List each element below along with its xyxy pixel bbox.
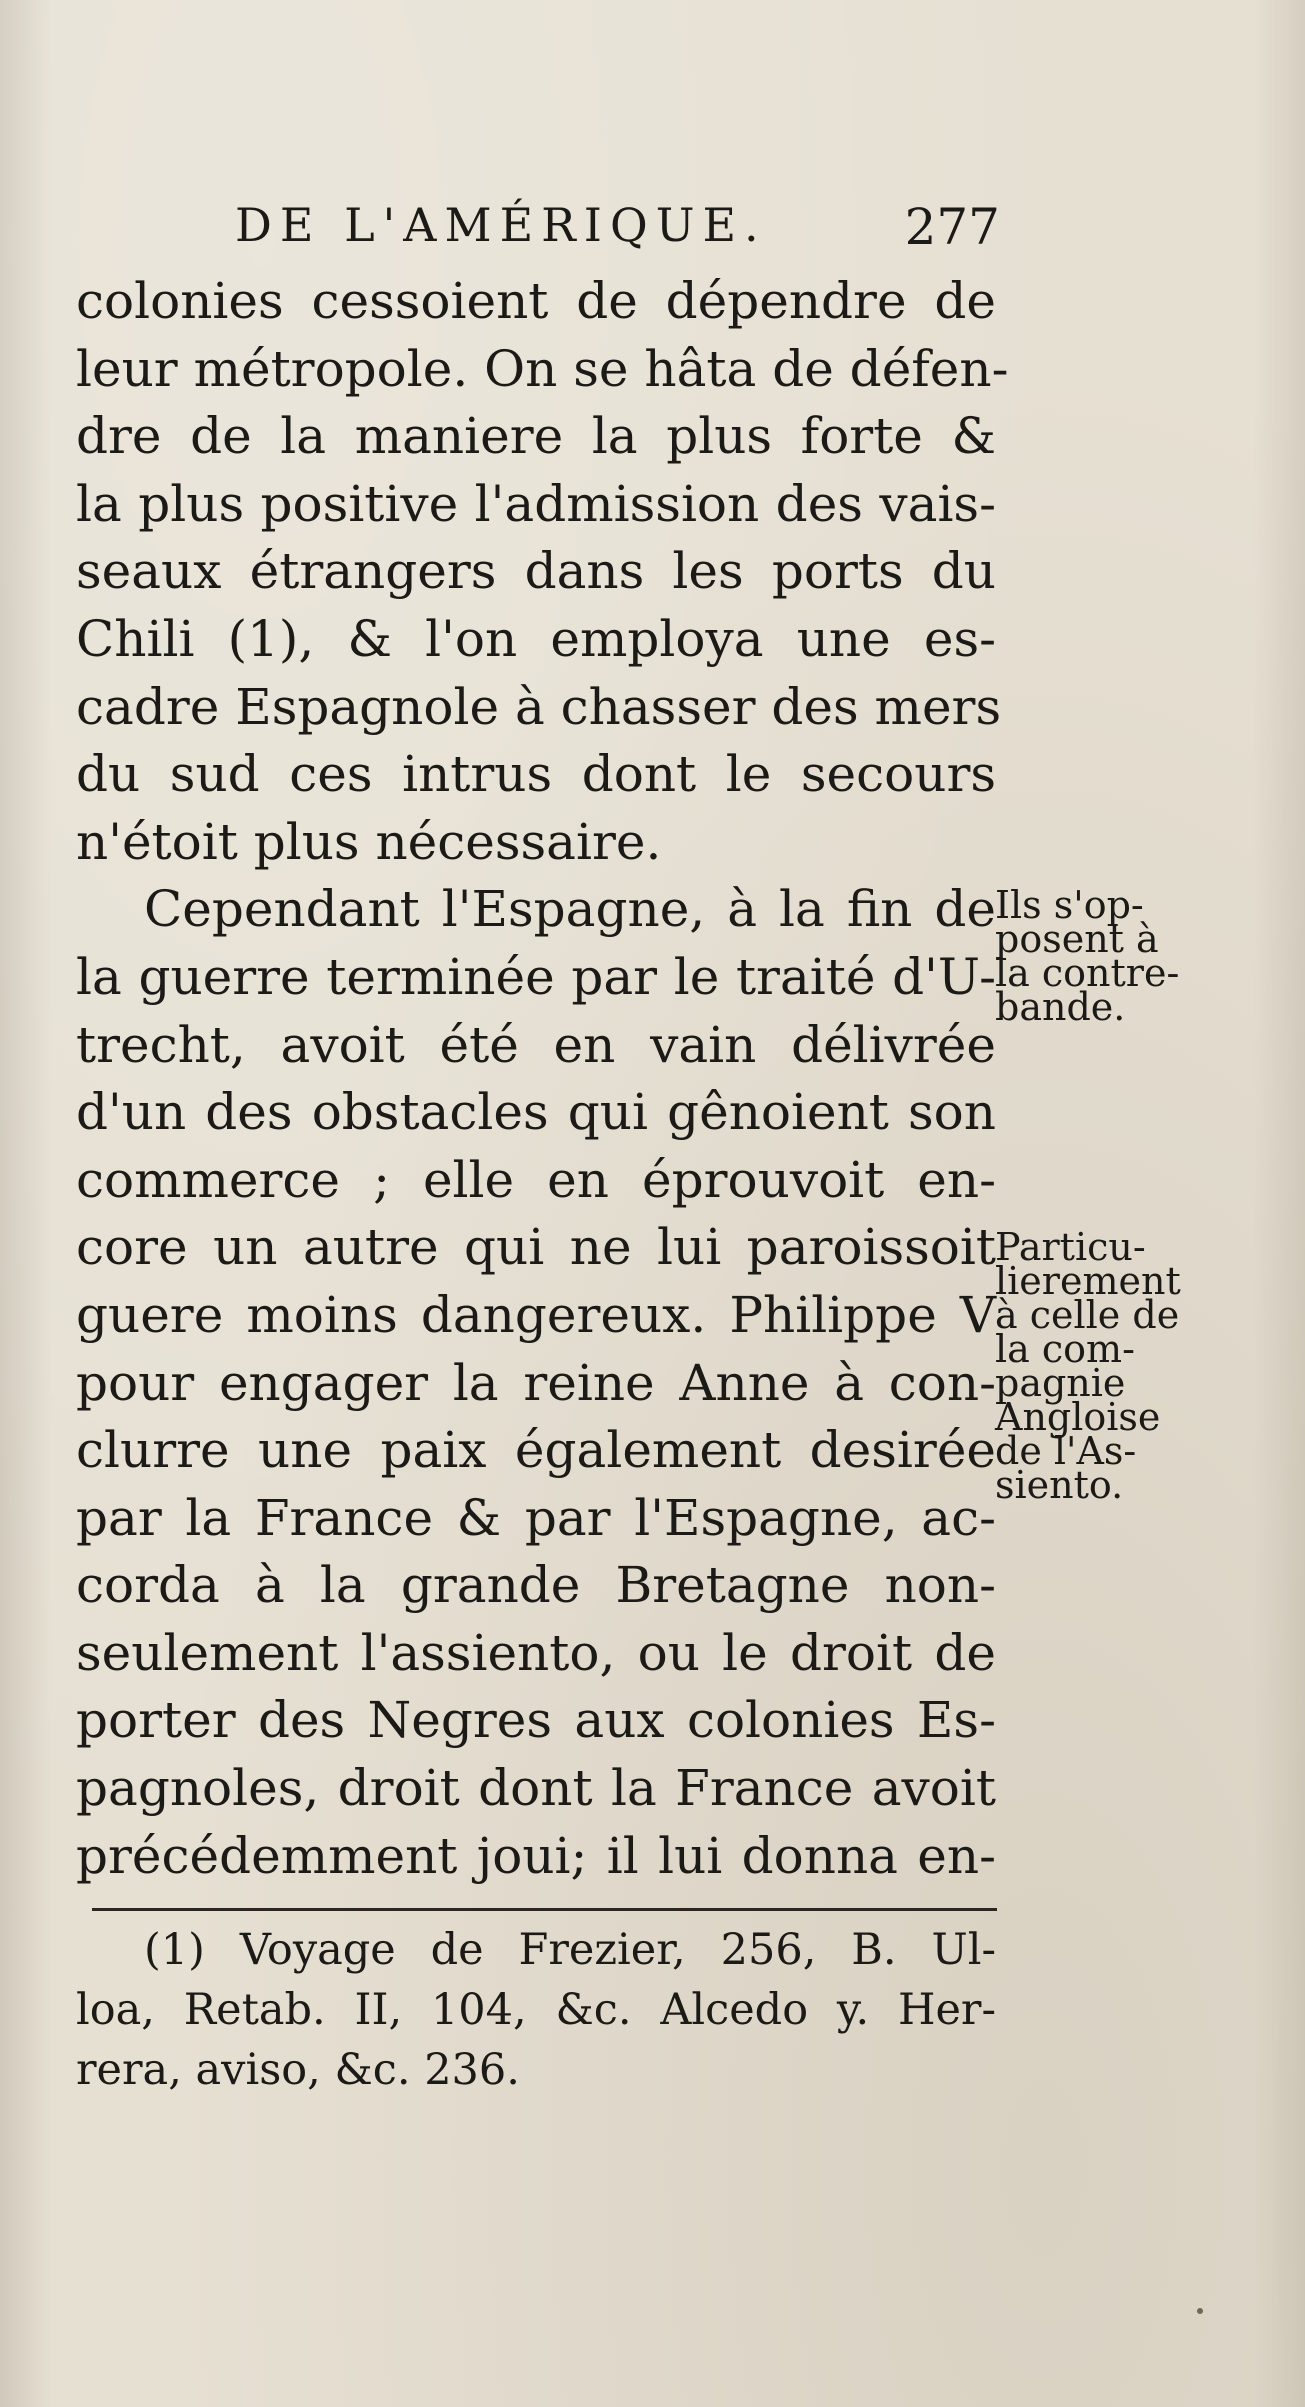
footnote-rule [92, 1908, 997, 1911]
text-line: précédemment joui; il lui donna en- [76, 1826, 996, 1885]
margin-note-line: la com- [995, 1327, 1135, 1371]
margin-note-contraband [995, 883, 1205, 1029]
text-line: corda à la grande Bretagne non- [76, 1556, 996, 1615]
margin-note-line: à celle de [995, 1293, 1180, 1337]
text-line: pagnoles, droit dont la France avoit [76, 1759, 996, 1818]
text-line: seaux étrangers dans les ports du [76, 542, 996, 601]
margin-note-line: la contre- [995, 951, 1180, 995]
text-line: dre de la maniere la plus forte & [76, 407, 996, 466]
text-line: leur métropole. On se hâta de défen- [76, 339, 1009, 398]
margin-note-asiento [995, 1225, 1205, 1507]
text-line: seulement l'assiento, ou le droit de [76, 1623, 996, 1682]
footnote-line: loa, Retab. II, 104, &c. Alcedo y. Her- [76, 1985, 996, 2035]
text-line: pour engager la reine Anne à con- [76, 1353, 996, 1412]
text-line: guere moins dangereux. Philippe V [76, 1285, 996, 1344]
text-line: par la France & par l'Espagne, ac- [76, 1488, 996, 1547]
footnote-line: rera, aviso, &c. 236. [76, 2045, 520, 2095]
margin-note-line: posent à [995, 917, 1159, 961]
text-line: clurre une paix également desirée [76, 1421, 996, 1480]
text-line: cadre Espagnole à chasser des mers [76, 677, 1002, 736]
paragraph-start-line: Cependant l'Espagne, à la fin de [144, 880, 996, 939]
margin-note-line: siento. [995, 1463, 1124, 1507]
margin-note-line: Angloise [995, 1395, 1161, 1439]
margin-note-line: bande. [995, 985, 1126, 1029]
text-line: n'étoit plus nécessaire. [76, 812, 662, 871]
margin-note-line: de l'As- [995, 1429, 1137, 1473]
text-line: colonies cessoient de dépendre de [76, 272, 996, 330]
text-line: core un autre qui ne lui paroissoit [76, 1218, 996, 1277]
page-number: 277 [904, 198, 1000, 256]
text-line: d'un des obstacles qui gênoient son [76, 1083, 996, 1142]
footnote-line: (1) Voyage de Frezier, 256, B. Ul- [144, 1925, 996, 1975]
text-line: Chili (1), & l'on employa une es- [76, 609, 996, 668]
paper-speck [1197, 2308, 1203, 2314]
text-line: commerce ; elle en éprouvoit en- [76, 1150, 996, 1209]
page-header [235, 198, 1000, 258]
main-text-block [76, 268, 1009, 1890]
text-line: du sud ces intrus dont le secours [76, 745, 996, 804]
text-line: trecht, avoit été en vain délivrée [76, 1015, 996, 1074]
margin-note-line: lierement [995, 1259, 1181, 1303]
text-line: la guerre terminée par le traité d'U- [76, 947, 996, 1006]
margin-note-line: pagnie [995, 1361, 1126, 1405]
running-head: DE L'AMÉRIQUE. [235, 198, 767, 252]
text-line: la plus positive l'admission des vais- [76, 474, 996, 533]
margin-note-line: Particu- [995, 1225, 1146, 1269]
text-line: porter des Negres aux colonies Es- [76, 1691, 996, 1750]
footnote-block [76, 1920, 996, 2100]
margin-note-line: Ils s'op- [995, 883, 1144, 927]
